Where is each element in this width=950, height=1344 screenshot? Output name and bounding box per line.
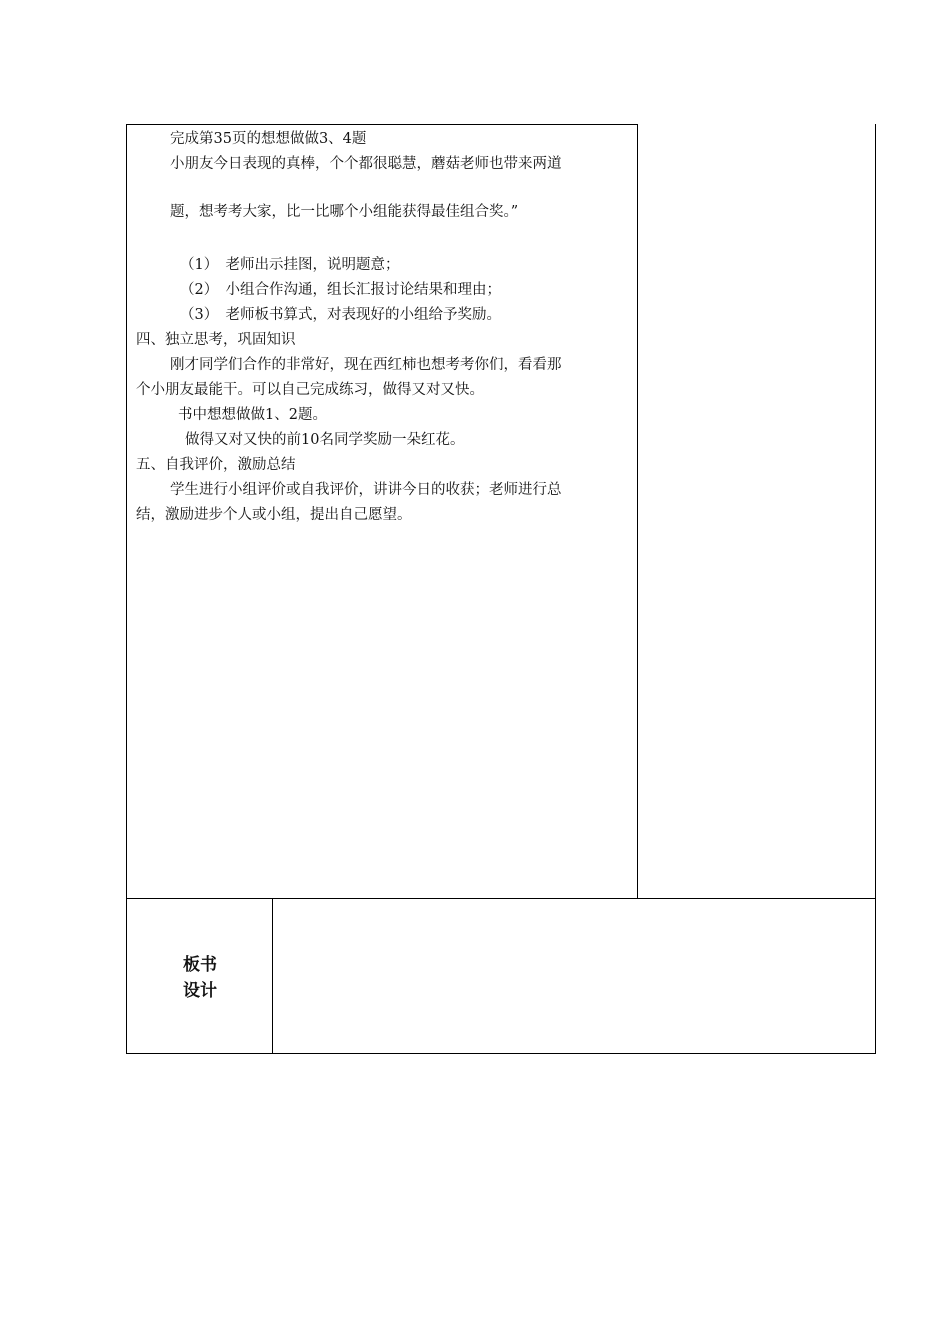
body-line: 刚才同学们合作的非常好，现在西红柿也想考考你们，看看那 [170,357,562,373]
row-divider [126,898,876,899]
table-border-bottom [126,1053,876,1054]
body-line: （2） 小组合作沟通，组长汇报讨论结果和理由； [180,282,501,298]
board-design-label-line2: 设计 [183,981,217,1001]
body-line: 结，激励进步个人或小组，提出自己愿望。 [136,507,412,523]
board-design-label [170,952,230,1004]
body-line: 题，想考考大家，比一比哪个小组能获得最佳组合奖。” [170,204,519,220]
column-divider [637,124,638,898]
section-heading: 四、独立思考，巩固知识 [136,332,296,348]
board-design-label-line1: 板书 [183,955,217,975]
body-line: 完成第35页的想想做做3、4题 [170,131,367,147]
table-border-top [126,124,638,125]
table-border-left [126,124,127,1054]
body-line: 小朋友今日表现的真棒，个个都很聪慧，蘑菇老师也带来两道 [170,156,562,172]
table-border-right [875,124,876,1054]
body-line: 学生进行小组评价或自我评价，讲讲今日的收获；老师进行总 [170,482,562,498]
board-design-content [280,905,870,1045]
body-line: 书中想想做做1、2题。 [178,407,327,423]
body-line: 做得又对又快的前10名同学奖励一朵红花。 [185,432,465,448]
body-line: （1） 老师出示挂图，说明题意； [180,257,400,273]
label-cell-divider [272,898,273,1054]
section-heading: 五、自我评价，激励总结 [136,457,296,473]
body-line: 个小朋友最能干。可以自己完成练习，做得又对又快。 [136,382,484,398]
body-line: （3） 老师板书算式，对表现好的小组给予奖励。 [180,307,501,323]
